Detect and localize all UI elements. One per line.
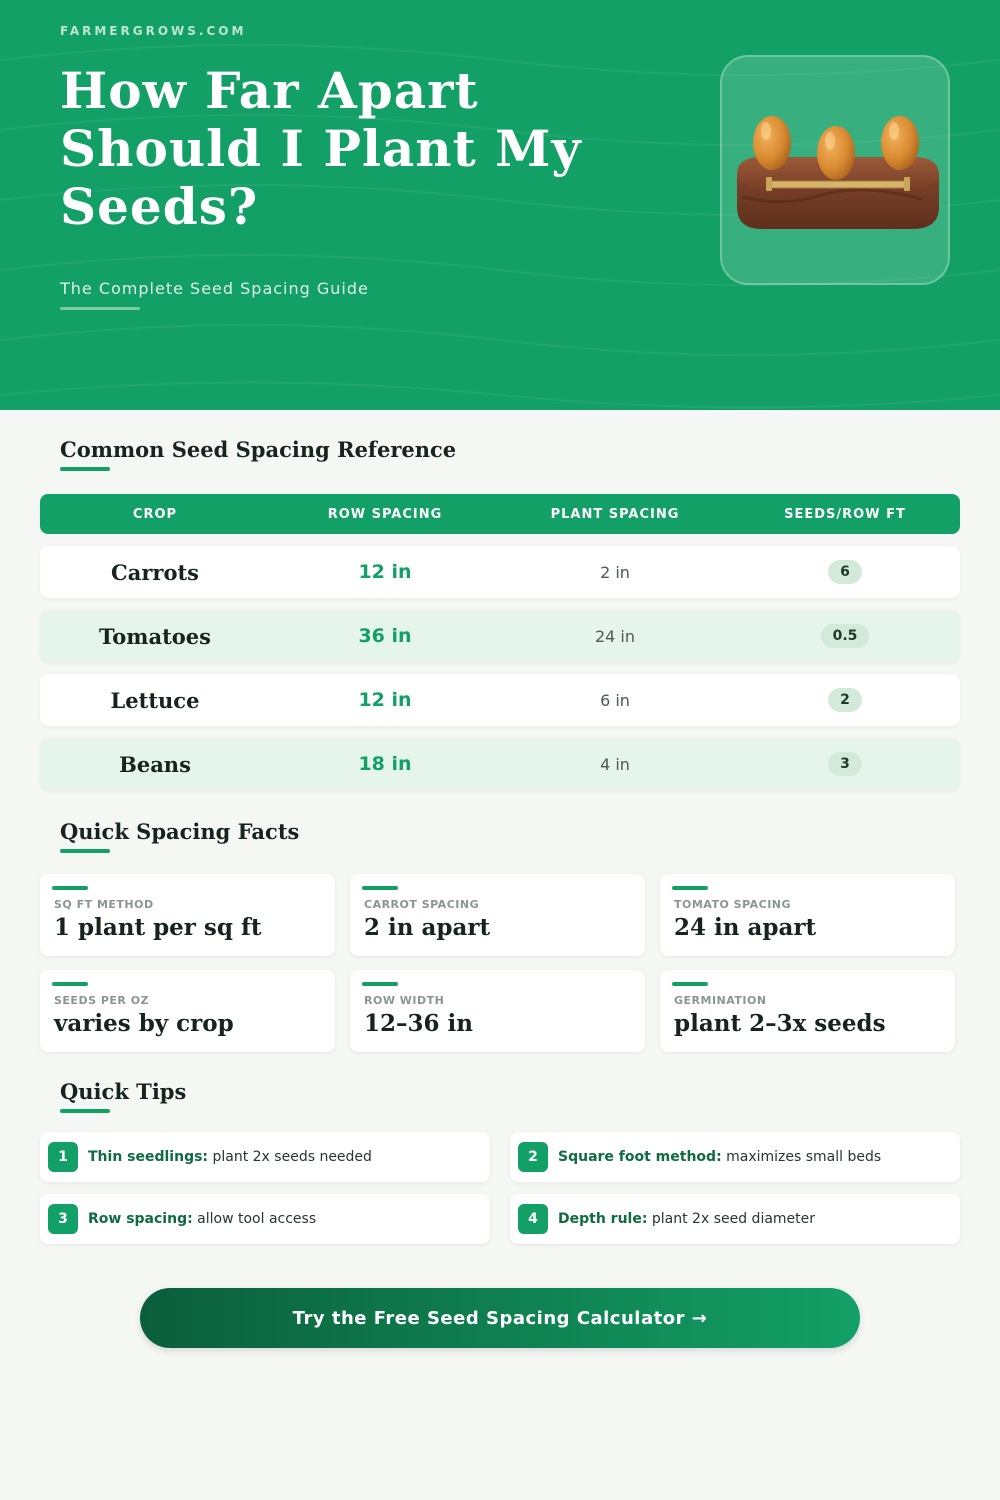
tip-heading: Depth rule: — [558, 1211, 648, 1227]
tip-item — [40, 1194, 490, 1244]
fact-label: SQ FT METHOD — [54, 898, 154, 911]
seeds-in-soil-icon — [722, 57, 952, 287]
crop-name: Carrots — [111, 559, 199, 585]
tip-body: plant 2x seed diameter — [647, 1211, 816, 1227]
reference-section-title: Common Seed Spacing Reference — [60, 437, 457, 462]
fact-card-tomato-spacing — [660, 874, 955, 956]
tips-title-underline — [60, 1109, 110, 1113]
fact-accent-bar — [362, 886, 398, 890]
fact-value: plant 2–3x seeds — [674, 1010, 886, 1037]
tip-item — [40, 1132, 490, 1182]
hero-banner — [0, 0, 1000, 410]
fact-accent-bar — [52, 982, 88, 986]
table-row — [40, 610, 960, 662]
reference-title-underline — [60, 467, 110, 471]
table-header — [40, 494, 960, 534]
tip-heading: Row spacing: — [88, 1211, 193, 1227]
tip-text — [558, 1149, 881, 1165]
fact-label: CARROT SPACING — [364, 898, 480, 911]
plant-spacing-value: 24 in — [594, 626, 636, 646]
crop-name: Tomatoes — [99, 623, 211, 649]
fact-accent-bar — [362, 982, 398, 986]
tip-number-badge: 1 — [48, 1142, 78, 1172]
subtitle-underline — [60, 307, 140, 310]
seeds-per-row-badge: 6 — [828, 560, 862, 584]
fact-label: TOMATO SPACING — [674, 898, 792, 911]
fact-value: 12–36 in — [364, 1010, 473, 1037]
plant-spacing-value: 2 in — [600, 562, 630, 582]
crop-name: Beans — [119, 751, 191, 777]
fact-accent-bar — [672, 982, 708, 986]
fact-card-sq-ft-method — [40, 874, 335, 956]
fact-value: 1 plant per sq ft — [54, 914, 262, 941]
tip-number-badge: 2 — [518, 1142, 548, 1172]
column-header-seeds-per-row-ft: SEEDS/ROW FT — [784, 506, 906, 522]
tip-number-badge: 4 — [518, 1204, 548, 1234]
plant-spacing-value: 6 in — [600, 690, 630, 710]
page-subtitle: The Complete Seed Spacing Guide — [60, 279, 369, 298]
table-row — [40, 674, 960, 726]
crop-name: Lettuce — [110, 687, 200, 713]
fact-accent-bar — [52, 886, 88, 890]
fact-card-row-width — [350, 970, 645, 1052]
tips-section-title: Quick Tips — [60, 1079, 187, 1104]
facts-title-underline — [60, 849, 110, 853]
facts-section-title: Quick Spacing Facts — [60, 819, 300, 844]
fact-value: varies by crop — [54, 1010, 234, 1037]
tip-body: plant 2x seeds needed — [208, 1149, 372, 1165]
calculator-cta-button[interactable]: Try the Free Seed Spacing Calculator → — [140, 1288, 860, 1348]
tip-number-badge: 3 — [48, 1204, 78, 1234]
tip-text — [558, 1211, 815, 1227]
fact-card-seeds-per-oz — [40, 970, 335, 1052]
fact-card-carrot-spacing — [350, 874, 645, 956]
row-spacing-value: 12 in — [358, 561, 412, 583]
row-spacing-value: 18 in — [358, 753, 412, 775]
column-header-crop: CROP — [132, 506, 178, 522]
tip-item — [510, 1194, 960, 1244]
seeds-per-row-badge: 0.5 — [821, 624, 870, 648]
plant-spacing-value: 4 in — [600, 754, 630, 774]
site-name: FARMERGROWS.COM — [60, 24, 247, 38]
tip-text — [88, 1211, 316, 1227]
column-header-plant-spacing: PLANT SPACING — [550, 506, 680, 522]
fact-card-germination — [660, 970, 955, 1052]
fact-value: 24 in apart — [674, 914, 817, 941]
row-spacing-value: 36 in — [358, 625, 412, 647]
seeds-per-row-badge: 3 — [828, 752, 862, 776]
tip-body: maximizes small beds — [721, 1149, 882, 1165]
fact-accent-bar — [672, 886, 708, 890]
tip-text — [88, 1149, 372, 1165]
fact-label: ROW WIDTH — [364, 994, 445, 1007]
row-spacing-value: 12 in — [358, 689, 412, 711]
fact-value: 2 in apart — [364, 914, 491, 941]
tip-heading: Thin seedlings: — [88, 1149, 209, 1165]
fact-label: SEEDS PER OZ — [54, 994, 150, 1007]
column-header-row-spacing: ROW SPACING — [327, 506, 443, 522]
tip-heading: Square foot method: — [558, 1149, 722, 1165]
table-row — [40, 738, 960, 790]
page-title: How Far Apart Should I Plant My Seeds? — [60, 61, 582, 236]
tip-item — [510, 1132, 960, 1182]
tip-body: allow tool access — [192, 1211, 317, 1227]
fact-label: GERMINATION — [674, 994, 767, 1007]
seeds-per-row-badge: 2 — [828, 688, 862, 712]
table-row — [40, 546, 960, 598]
hero-illustration-card — [720, 55, 950, 285]
